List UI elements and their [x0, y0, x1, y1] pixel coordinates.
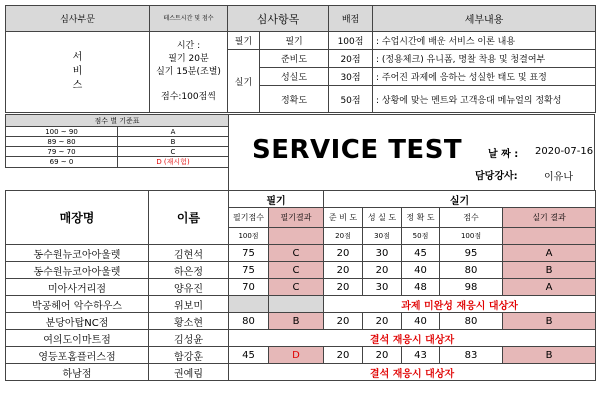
- store-cell: 분당아탑NC점: [6, 313, 149, 330]
- name-cell: 김현석: [149, 245, 229, 262]
- practical-result-cell: A: [503, 279, 596, 296]
- grade-letter: A: [118, 127, 229, 137]
- time-practical: 실기 15분(조별): [156, 67, 221, 77]
- written-score-cell: 80: [229, 313, 269, 330]
- store-cell: 동수원뉴코아아울렛: [6, 245, 149, 262]
- sincerity-cell: 30: [363, 279, 402, 296]
- practical-item: 준비도: [260, 50, 329, 68]
- name-cell: 김성윤: [149, 330, 229, 347]
- time-cell: [150, 32, 228, 113]
- practical-detail: : (정용체크) 유니폼, 명찰 착용 및 청결여부: [373, 50, 596, 68]
- grade-letter: C: [118, 147, 229, 157]
- practical-item: 성실도: [260, 68, 329, 86]
- instructor-label: 담당강사:: [475, 171, 518, 182]
- max-practical-result: [503, 228, 596, 245]
- name-cell: 양유진: [149, 279, 229, 296]
- max-written: 100점: [229, 228, 269, 245]
- time-written: 필기 20분: [168, 54, 209, 64]
- time-label: 시간 :: [176, 41, 201, 51]
- grade-range: 69 ~ 0: [6, 157, 118, 168]
- header-accuracy: 정 확 도: [402, 208, 440, 228]
- score-cell: 83: [440, 347, 503, 364]
- practical-points: 20점: [329, 50, 373, 68]
- table-row: [6, 364, 596, 381]
- store-cell: 영등포홈플러스점: [6, 347, 149, 364]
- max-sincerity: 30점: [363, 228, 402, 245]
- practical-points: 30점: [329, 68, 373, 86]
- name-cell: 위보미: [149, 296, 229, 313]
- practical-result-cell: B: [503, 313, 596, 330]
- name-cell: 함강훈: [149, 347, 229, 364]
- header-items: 심사항목: [228, 6, 329, 32]
- store-cell: 여의도이마트점: [6, 330, 149, 347]
- date-label: 날 짜 :: [488, 149, 519, 160]
- practical-detail: : 주어진 과제에 응하는 성실한 태도 및 표정: [373, 68, 596, 86]
- prep-cell: 20: [324, 313, 363, 330]
- written-result-cell: C: [269, 245, 324, 262]
- written-score-cell: 70: [229, 279, 269, 296]
- practical-category: 실기: [228, 50, 260, 113]
- written-score-cell: [229, 296, 269, 313]
- practical-result-cell: B: [503, 347, 596, 364]
- results-table: [5, 190, 596, 381]
- accuracy-cell: 48: [402, 279, 440, 296]
- sincerity-cell: 20: [363, 313, 402, 330]
- max-written-result: [269, 228, 324, 245]
- practical-result-cell: B: [503, 262, 596, 279]
- table-row: [6, 262, 596, 279]
- prep-cell: 20: [324, 262, 363, 279]
- store-cell: 미아사거리점: [6, 279, 149, 296]
- written-result-cell: [269, 296, 324, 313]
- accuracy-cell: 45: [402, 245, 440, 262]
- table-row: [6, 296, 596, 313]
- written-score-cell: 75: [229, 262, 269, 279]
- score-cell: 98: [440, 279, 503, 296]
- name-cell: 하은정: [149, 262, 229, 279]
- prep-cell: 20: [324, 245, 363, 262]
- header-points: 배점: [329, 6, 373, 32]
- header-practical: 실기: [324, 191, 596, 208]
- written-points: 100점: [329, 32, 373, 50]
- header-sincerity: 성 실 도: [363, 208, 402, 228]
- table-row: [6, 313, 596, 330]
- written-score-cell: 75: [229, 245, 269, 262]
- score-cell: 80: [440, 313, 503, 330]
- title-area: [228, 114, 595, 191]
- written-result-cell: C: [269, 262, 324, 279]
- header-section: 심사부문: [6, 6, 150, 32]
- table-row: [6, 347, 596, 364]
- page-title: SERVICE TEST: [252, 135, 463, 165]
- header-time: 테스트시간 및 점수: [150, 6, 228, 32]
- name-cell: 권예림: [149, 364, 229, 381]
- sincerity-cell: 20: [363, 347, 402, 364]
- max-score: 100점: [440, 228, 503, 245]
- header-written-score: 필기점수: [229, 208, 269, 228]
- accuracy-cell: 40: [402, 262, 440, 279]
- written-item: 필기: [260, 32, 329, 50]
- note-cell: 과제 미완성 재응시 대상자: [324, 296, 596, 313]
- grade-range: 79 ~ 70: [6, 147, 118, 157]
- grade-range: 100 ~ 90: [6, 127, 118, 137]
- written-detail: : 수업시간에 배운 서비스 이론 내용: [373, 32, 596, 50]
- grade-letter: B: [118, 137, 229, 147]
- max-accuracy: 50점: [402, 228, 440, 245]
- instructor-value: 이유나: [544, 172, 573, 183]
- header-name: 이름: [149, 191, 229, 245]
- max-prep: 20점: [324, 228, 363, 245]
- store-cell: 박공헤어 악수하우스: [6, 296, 149, 313]
- accuracy-cell: 43: [402, 347, 440, 364]
- written-result-cell: D: [269, 347, 324, 364]
- header-written-result: 필기결과: [269, 208, 324, 228]
- prep-cell: 20: [324, 347, 363, 364]
- store-cell: 하남점: [6, 364, 149, 381]
- section-name: 서 비 스: [6, 32, 150, 113]
- date-value: 2020-07-16: [535, 146, 594, 157]
- grade-letter: D (재시험): [118, 157, 229, 168]
- written-score-cell: 45: [229, 347, 269, 364]
- score-cell: 95: [440, 245, 503, 262]
- table-row: [6, 245, 596, 262]
- name-cell: 황소현: [149, 313, 229, 330]
- score-cell: 80: [440, 262, 503, 279]
- written-category: 필기: [228, 32, 260, 50]
- header-score: 점수: [440, 208, 503, 228]
- header-store: 매장명: [6, 191, 149, 245]
- grade-range: 89 ~ 80: [6, 137, 118, 147]
- sincerity-cell: 30: [363, 245, 402, 262]
- criteria-table: [5, 5, 596, 113]
- note-cell: 결석 재응시 대상자: [229, 364, 596, 381]
- table-row: [6, 330, 596, 347]
- grade-title: 점수 별 기준표: [6, 115, 229, 127]
- store-cell: 동수원뉴코아아울렛: [6, 262, 149, 279]
- table-row: [6, 279, 596, 296]
- practical-result-cell: A: [503, 245, 596, 262]
- practical-detail: : 상황에 맞는 멘트와 고객응대 메뉴얼의 정확성: [373, 86, 596, 113]
- header-practical-result: 실기 결과: [503, 208, 596, 228]
- note-cell: 결석 재응시 대상자: [229, 330, 596, 347]
- total-score: 점수:100점씩: [161, 92, 216, 102]
- practical-item: 정확도: [260, 86, 329, 113]
- header-written: 필기: [229, 191, 324, 208]
- written-result-cell: C: [269, 279, 324, 296]
- written-result-cell: B: [269, 313, 324, 330]
- header-prep: 준 비 도: [324, 208, 363, 228]
- sincerity-cell: 20: [363, 262, 402, 279]
- grade-table: [5, 114, 229, 201]
- accuracy-cell: 40: [402, 313, 440, 330]
- result-rows: [6, 245, 596, 381]
- prep-cell: 20: [324, 279, 363, 296]
- header-detail: 세부내용: [373, 6, 596, 32]
- practical-points: 50점: [329, 86, 373, 113]
